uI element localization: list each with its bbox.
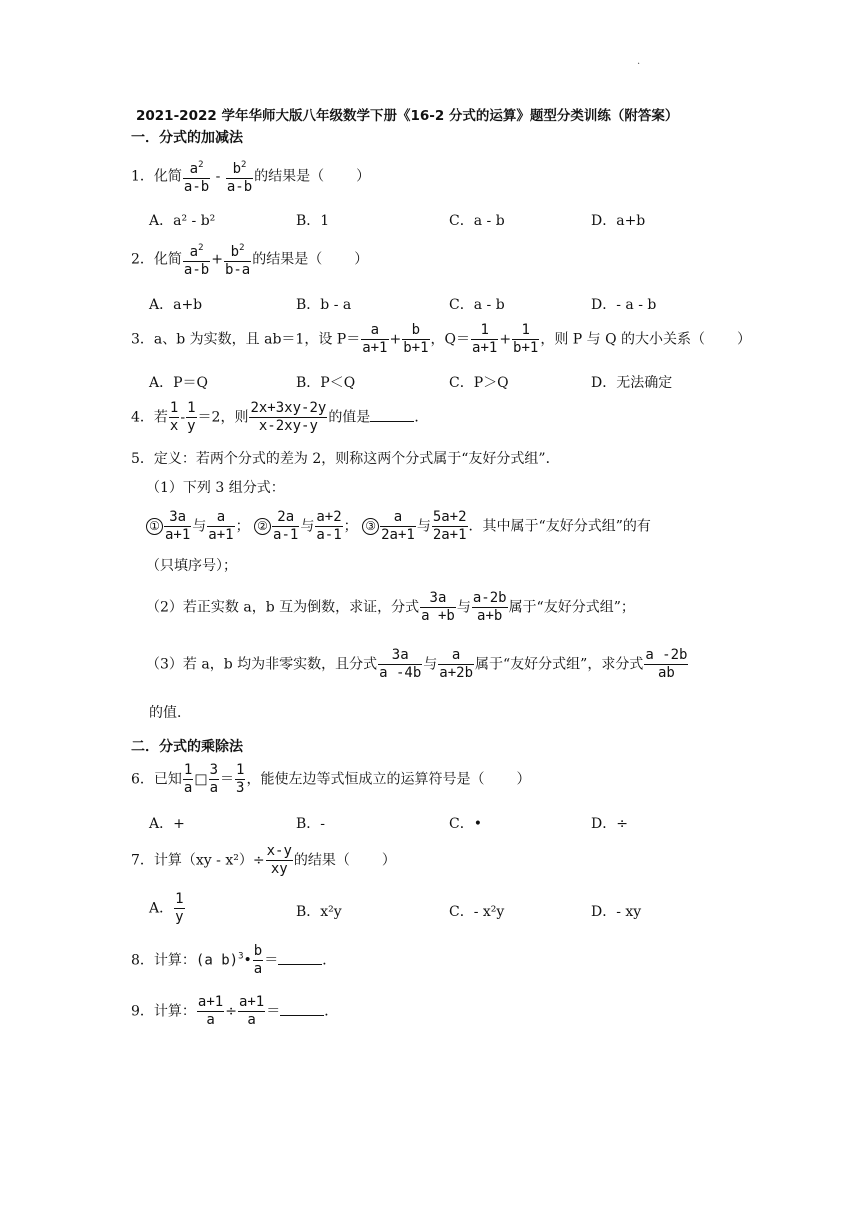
q6-eq: ＝	[220, 771, 235, 788]
q5-p2-frac-b	[472, 590, 508, 625]
question-8: 8．计算：(a b)$^3$• $\frac{b}{a}$ ＝ ．	[131, 943, 337, 977]
q4-frac-3	[249, 400, 327, 435]
header-dot: .	[637, 56, 641, 67]
q7-f-den: xy	[270, 861, 288, 877]
question-1	[131, 157, 370, 196]
q5-p3-prefix: （3）若 a，b 均为非零实数，且分式	[146, 656, 378, 673]
q5-p3c-den: ab	[657, 665, 675, 681]
q5-g3a-num: a	[380, 509, 416, 527]
q8-dot: •	[243, 952, 252, 969]
q5-g3-and: 与	[416, 518, 431, 535]
q1-minus: -	[215, 168, 221, 185]
q4-minus: -	[180, 409, 186, 426]
q3-plus-2: +	[499, 331, 512, 348]
q6-frac-3	[235, 762, 245, 797]
q6-tail: ，能使左边等式恒成立的运算符号是（	[246, 771, 485, 788]
q9-frac-1	[197, 994, 224, 1029]
q2-option-b[interactable]: B．b - a	[296, 297, 352, 313]
q7-a-den: y	[175, 909, 184, 925]
q1-option-a[interactable]: A．a² - b²	[149, 213, 216, 229]
q5-g1a-num: 3a	[164, 509, 191, 527]
q5-g1-frac-b	[207, 509, 234, 544]
q1-option-c[interactable]: C．a - b	[449, 213, 505, 229]
q8-prefix: 8．计算：	[131, 952, 196, 969]
q5-g2-and: 与	[300, 518, 315, 535]
q2-f2-exp: 2	[239, 243, 245, 253]
q1-fraction-1	[183, 157, 210, 196]
q5-stem: 5．定义：若两个分式的差为 2，则称这两个分式属于“友好分式组”．	[131, 451, 560, 467]
q1-f1-exp: 2	[198, 160, 204, 170]
q3-q1-den: a+1	[472, 340, 498, 356]
q4-frac-2	[186, 400, 196, 435]
q7-option-c[interactable]: C．- x²y	[449, 904, 505, 920]
q5-g1-and: 与	[192, 518, 207, 535]
q9-f1-den: a	[206, 1012, 215, 1028]
page-title: 2021-2022 学年华师大版八年级数学下册《16-2 分式的运算》题型分类训练（附答案）	[136, 108, 679, 124]
q6-f1-den: a	[183, 780, 193, 796]
q3-mid: ，Q＝	[430, 331, 471, 348]
q9-divide: ÷	[225, 1003, 237, 1020]
q1-close: ）	[356, 168, 371, 185]
q4-answer-blank[interactable]	[370, 409, 414, 422]
q4-f2-num: 1	[187, 400, 196, 416]
q5-part-1-tail: ．其中属于“友好分式组”的有	[468, 518, 651, 535]
q4-end: ．	[414, 409, 429, 426]
q2-option-a[interactable]: A．a+b	[149, 297, 203, 313]
q3-p-frac-1	[361, 322, 388, 357]
q6-f3-num: 1	[236, 762, 245, 778]
q6-option-a[interactable]: A．+	[149, 816, 185, 832]
q5-p2-and: 与	[456, 599, 471, 616]
q5-p3a-den: a -4b	[379, 665, 422, 681]
q5-circle-1: ①	[146, 518, 163, 535]
q2-option-d[interactable]: D．- a - b	[591, 297, 657, 313]
q4-eq: ＝2，则	[197, 409, 249, 426]
section-1-heading: 一．分式的加减法	[131, 130, 243, 146]
q5-p3b-den: a+2b	[439, 665, 473, 681]
q1-f1-den: a-b	[183, 179, 210, 195]
q9-prefix: 9．计算：	[131, 1003, 196, 1020]
q2-prefix: 2．化简	[131, 251, 182, 268]
q7-option-a[interactable]	[149, 891, 186, 926]
q5-p3c-num: a -2b	[645, 647, 688, 663]
q6-close: ）	[516, 771, 531, 788]
q5-g2a-den: a-1	[273, 527, 299, 543]
q5-p2a-num: 3a	[420, 590, 456, 608]
q4-f3-num: 2x+3xy-2y	[250, 400, 327, 416]
q5-p3-mid: 属于“友好分式组”，求分式	[475, 656, 644, 673]
q5-semi-1: ；	[235, 518, 250, 535]
q5-p3-frac-a	[378, 647, 422, 682]
q5-part-2	[146, 590, 635, 625]
q2-fraction-1	[183, 240, 210, 279]
q5-p2b-den: a+b	[477, 608, 503, 624]
q6-frac-1	[183, 762, 193, 797]
q6-f2-den: a	[209, 780, 219, 796]
q2-f1-exp: 2	[198, 243, 204, 253]
q5-g1-frac-a	[164, 509, 191, 544]
q5-part-1-groups	[146, 509, 651, 544]
q9-end: ．	[324, 1003, 339, 1020]
q4-prefix: 4．若	[131, 409, 168, 426]
q3-p2-den: b+1	[403, 340, 429, 356]
q5-p3b-num: a	[438, 647, 474, 665]
q4-f1-num: 1	[169, 400, 179, 416]
q5-p3a-num: 3a	[378, 647, 422, 665]
q3-p1-den: a+1	[362, 340, 388, 356]
q6-operator-box: □	[194, 771, 208, 788]
q6-f3-den: 3	[236, 780, 245, 796]
q2-fraction-2	[224, 240, 251, 279]
q7-option-b[interactable]: B．x²y	[296, 904, 342, 920]
q5-p2-frac-a	[420, 590, 456, 625]
q9-answer-blank[interactable]	[280, 1003, 324, 1016]
q3-q2-num: 1	[512, 322, 539, 340]
q3-plus-1: +	[389, 331, 402, 348]
q8-frac	[253, 943, 263, 978]
q1-option-d[interactable]: D．a+b	[591, 213, 646, 229]
q7-frac	[266, 843, 293, 878]
q5-g2a-num: 2a	[272, 509, 299, 527]
q5-part-1-note: （只填序号）；	[146, 558, 237, 574]
q5-p2-prefix: （2）若正实数 a，b 互为倒数，求证，分式	[146, 599, 420, 616]
q6-f1-num: 1	[183, 762, 193, 778]
q2-plus: +	[211, 251, 223, 268]
q5-p2b-num: a-2b	[472, 590, 507, 606]
q5-semi-2: ；	[343, 518, 358, 535]
q2-option-c[interactable]: C．a - b	[449, 297, 505, 313]
q5-g1b-den: a+1	[208, 527, 234, 543]
q4-f1-den: x	[169, 418, 179, 434]
q4-f3-den: x-2xy-y	[258, 418, 318, 434]
q4-tail: 的值是	[328, 409, 371, 426]
q5-g3b-den: 2a+1	[432, 527, 467, 543]
q3-p-frac-2	[402, 322, 429, 357]
q5-p3-frac-b	[438, 647, 474, 682]
q5-p2-tail: 属于“友好分式组”；	[508, 599, 635, 616]
q5-part-3-end: 的值．	[149, 705, 191, 721]
q1-fraction-2	[226, 157, 253, 196]
q6-option-b[interactable]: B．-	[296, 816, 326, 832]
q1-f1-num: a	[189, 161, 199, 177]
q3-q2-den: b+1	[513, 340, 539, 356]
q8-answer-blank[interactable]	[278, 952, 322, 965]
q8-f-den: a	[253, 961, 263, 977]
q6-option-c[interactable]: C．•	[449, 816, 482, 832]
q3-option-c[interactable]: C．P＞Q	[449, 375, 509, 391]
q9-eq: ＝	[266, 1003, 281, 1020]
q1-f2-den: a-b	[226, 179, 253, 195]
q2-close: ）	[354, 251, 369, 268]
q7-close: ）	[381, 852, 396, 869]
q3-p2-num: b	[402, 322, 429, 340]
q7-option-a-frac	[174, 891, 184, 926]
question-6	[131, 762, 530, 797]
q5-g2-frac-b	[315, 509, 342, 544]
q5-g2-frac-a	[272, 509, 299, 544]
q5-part-3	[146, 647, 689, 682]
q9-frac-2	[238, 994, 265, 1029]
q6-option-d[interactable]: D．÷	[591, 816, 628, 832]
q2-f1-num: a	[189, 244, 199, 260]
q1-prefix: 1．化简	[131, 168, 182, 185]
q5-circle-3: ③	[362, 518, 379, 535]
q5-g2b-num: a+2	[316, 509, 342, 525]
q2-f2-den: b-a	[224, 262, 251, 278]
q5-p3-and: 与	[423, 656, 438, 673]
q7-f-num: x-y	[266, 843, 292, 859]
q8-end: ．	[322, 952, 337, 969]
q5-g1b-num: a	[207, 509, 234, 527]
q5-g3-frac-a	[380, 509, 416, 544]
q2-f1-den: a-b	[183, 262, 210, 278]
q7-tail: 的结果（	[293, 852, 350, 869]
q4-frac-1	[169, 400, 179, 435]
section-2-heading: 二．分式的乘除法	[131, 739, 243, 755]
q7-option-d[interactable]: D．- xy	[591, 904, 642, 920]
q8-expression: (a b)	[195, 952, 239, 969]
q6-f2-num: 3	[209, 762, 219, 778]
q3-option-a[interactable]: A．P＝Q	[149, 375, 209, 391]
q3-option-d[interactable]: D．无法确定	[591, 375, 673, 391]
q8-f-num: b	[253, 943, 263, 959]
q7-option-a-label: A．	[149, 900, 174, 917]
q5-part-1: （1）下列 3 组分式：	[146, 480, 285, 496]
q7-a-num: 1	[175, 891, 184, 907]
q5-g2b-den: a-1	[316, 527, 342, 543]
q3-q-frac-2	[512, 322, 539, 357]
question-4	[131, 400, 428, 435]
q6-frac-2	[209, 762, 219, 797]
q5-g3-frac-b	[432, 509, 468, 544]
q9-f2-den: a	[247, 1012, 256, 1028]
q8-eq: ＝	[264, 952, 279, 969]
q1-option-b[interactable]: B．1	[296, 213, 330, 229]
q1-tail: 的结果是（	[254, 168, 325, 185]
question-9	[131, 994, 338, 1029]
q9-f2-num: a+1	[238, 994, 265, 1010]
question-3	[131, 322, 751, 357]
q1-f2-exp: 2	[241, 160, 247, 170]
q5-g1a-den: a+1	[165, 527, 191, 543]
q5-circle-2: ②	[254, 518, 271, 535]
q3-p1-num: a	[361, 322, 388, 340]
q4-f2-den: y	[187, 418, 196, 434]
q3-prefix: 3．a、b 为实数，且 ab＝1，设 P＝	[131, 331, 361, 348]
q5-p3-frac-c	[644, 647, 688, 682]
q3-tail: ，则 P 与 Q 的大小关系（	[540, 331, 706, 348]
q2-tail: 的结果是（	[252, 251, 323, 268]
q7-prefix: 7．计算（xy - x²）÷	[131, 852, 265, 869]
question-2	[131, 240, 368, 279]
q5-g3b-num: 5a+2	[432, 509, 467, 525]
q3-close: ）	[737, 331, 752, 348]
q3-option-b[interactable]: B．P＜Q	[296, 375, 356, 391]
q9-f1-num: a+1	[197, 994, 224, 1010]
q5-g3a-den: 2a+1	[381, 527, 415, 543]
q1-f2-num: b	[232, 161, 242, 177]
q6-prefix: 6．已知	[131, 771, 182, 788]
q5-p2a-den: a +b	[421, 608, 455, 624]
q3-q-frac-1	[471, 322, 498, 357]
q3-q1-num: 1	[471, 322, 498, 340]
q2-f2-num: b	[230, 244, 240, 260]
question-7	[131, 843, 396, 878]
